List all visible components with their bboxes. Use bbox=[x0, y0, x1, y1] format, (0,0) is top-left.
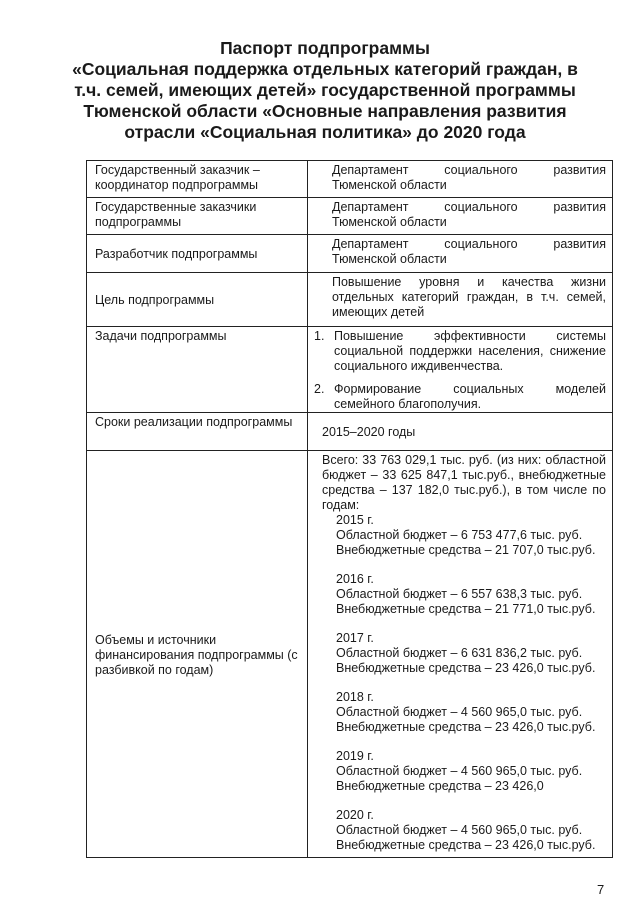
row-label: Задачи подпрограммы bbox=[95, 329, 227, 343]
row-value: Департамент социального развития Тюменской области bbox=[332, 163, 606, 192]
row-value: Повышение уровня и качества жизни отдельных категорий граждан, в т.ч. семей, имеющих детей bbox=[332, 275, 606, 319]
funding-year: 2015 г. bbox=[336, 513, 374, 527]
funding-year-block bbox=[308, 808, 612, 853]
row-label: Объемы и источники финансирования подпрограммы (с разбивкой по годам) bbox=[95, 632, 298, 677]
task-number: 1. bbox=[314, 329, 325, 343]
funding-year-block bbox=[308, 631, 612, 676]
funding-year-block bbox=[308, 690, 612, 735]
funding-extrabudget: Внебюджетные средства – 23 426,0 bbox=[336, 779, 544, 793]
task-number: 2. bbox=[314, 382, 325, 396]
table-row-terms bbox=[87, 413, 613, 451]
funding-year: 2018 г. bbox=[336, 690, 374, 704]
funding-regional: Областной бюджет – 6 631 836,2 тыс. руб. bbox=[336, 646, 583, 660]
funding-extrabudget: Внебюджетные средства – 23 426,0 тыс.руб. bbox=[336, 838, 596, 852]
table-row-customer-coordinator bbox=[87, 161, 613, 198]
task-text: Повышение эффективности системы социальной поддержки населения, снижение социального иждивенчества. bbox=[334, 329, 606, 373]
funding-extrabudget: Внебюджетные средства – 23 426,0 тыс.руб. bbox=[336, 661, 596, 675]
row-value: Департамент социального развития Тюменской области bbox=[332, 200, 606, 229]
title-line: Тюменской области «Основные направления развития bbox=[83, 101, 567, 121]
row-value: 2015–2020 годы bbox=[322, 425, 416, 439]
passport-table bbox=[86, 160, 613, 858]
table-row-developer bbox=[87, 235, 613, 273]
funding-extrabudget: Внебюджетные средства – 21 771,0 тыс.руб. bbox=[336, 602, 596, 616]
table-row-funding bbox=[87, 451, 613, 858]
funding-year: 2020 г. bbox=[336, 808, 374, 822]
row-label: Государственный заказчик – координатор подпрограммы bbox=[95, 163, 260, 192]
table-row-customers bbox=[87, 198, 613, 235]
row-label: Цель подпрограммы bbox=[95, 293, 215, 307]
list-item bbox=[308, 327, 612, 374]
funding-year-block bbox=[308, 572, 612, 617]
row-label: Сроки реализации подпрограммы bbox=[95, 415, 293, 429]
funding-year: 2017 г. bbox=[336, 631, 374, 645]
funding-extrabudget: Внебюджетные средства – 21 707,0 тыс.руб. bbox=[336, 543, 596, 557]
funding-year-block bbox=[308, 513, 612, 558]
funding-regional: Областной бюджет – 4 560 965,0 тыс. руб. bbox=[336, 764, 583, 778]
title-line: «Социальная поддержка отдельных категорий граждан, в bbox=[72, 59, 578, 79]
funding-regional: Областной бюджет – 4 560 965,0 тыс. руб. bbox=[336, 823, 583, 837]
funding-regional: Областной бюджет – 6 753 477,6 тыс. руб. bbox=[336, 528, 583, 542]
title-line: Паспорт подпрограммы bbox=[220, 38, 430, 58]
funding-year-block bbox=[308, 749, 612, 794]
table-row-tasks bbox=[87, 327, 613, 413]
row-label: Государственные заказчики подпрограммы bbox=[95, 200, 257, 229]
list-item bbox=[308, 380, 612, 412]
funding-year: 2016 г. bbox=[336, 572, 374, 586]
page-number: 7 bbox=[597, 882, 605, 897]
funding-total: Всего: 33 763 029,1 тыс. руб. (из них: областной бюджет – 33 625 847,1 тыс.руб., внебюджетные средства – 137 182,0 тыс.руб.), в том числе по годам: bbox=[322, 453, 606, 512]
row-label: Разработчик подпрограммы bbox=[95, 247, 258, 261]
row-value: Департамент социального развития Тюменской области bbox=[332, 237, 606, 266]
task-text: Формирование социальных моделей семейного благополучия. bbox=[334, 382, 606, 411]
table-row-goal bbox=[87, 273, 613, 327]
document-title bbox=[60, 38, 590, 143]
funding-year: 2019 г. bbox=[336, 749, 374, 763]
title-line: отрасли «Социальная политика» до 2020 года bbox=[124, 122, 526, 142]
funding-extrabudget: Внебюджетные средства – 23 426,0 тыс.руб. bbox=[336, 720, 596, 734]
title-line: т.ч. семей, имеющих детей» государственной программы bbox=[74, 80, 576, 100]
funding-regional: Областной бюджет – 4 560 965,0 тыс. руб. bbox=[336, 705, 583, 719]
funding-regional: Областной бюджет – 6 557 638,3 тыс. руб. bbox=[336, 587, 583, 601]
